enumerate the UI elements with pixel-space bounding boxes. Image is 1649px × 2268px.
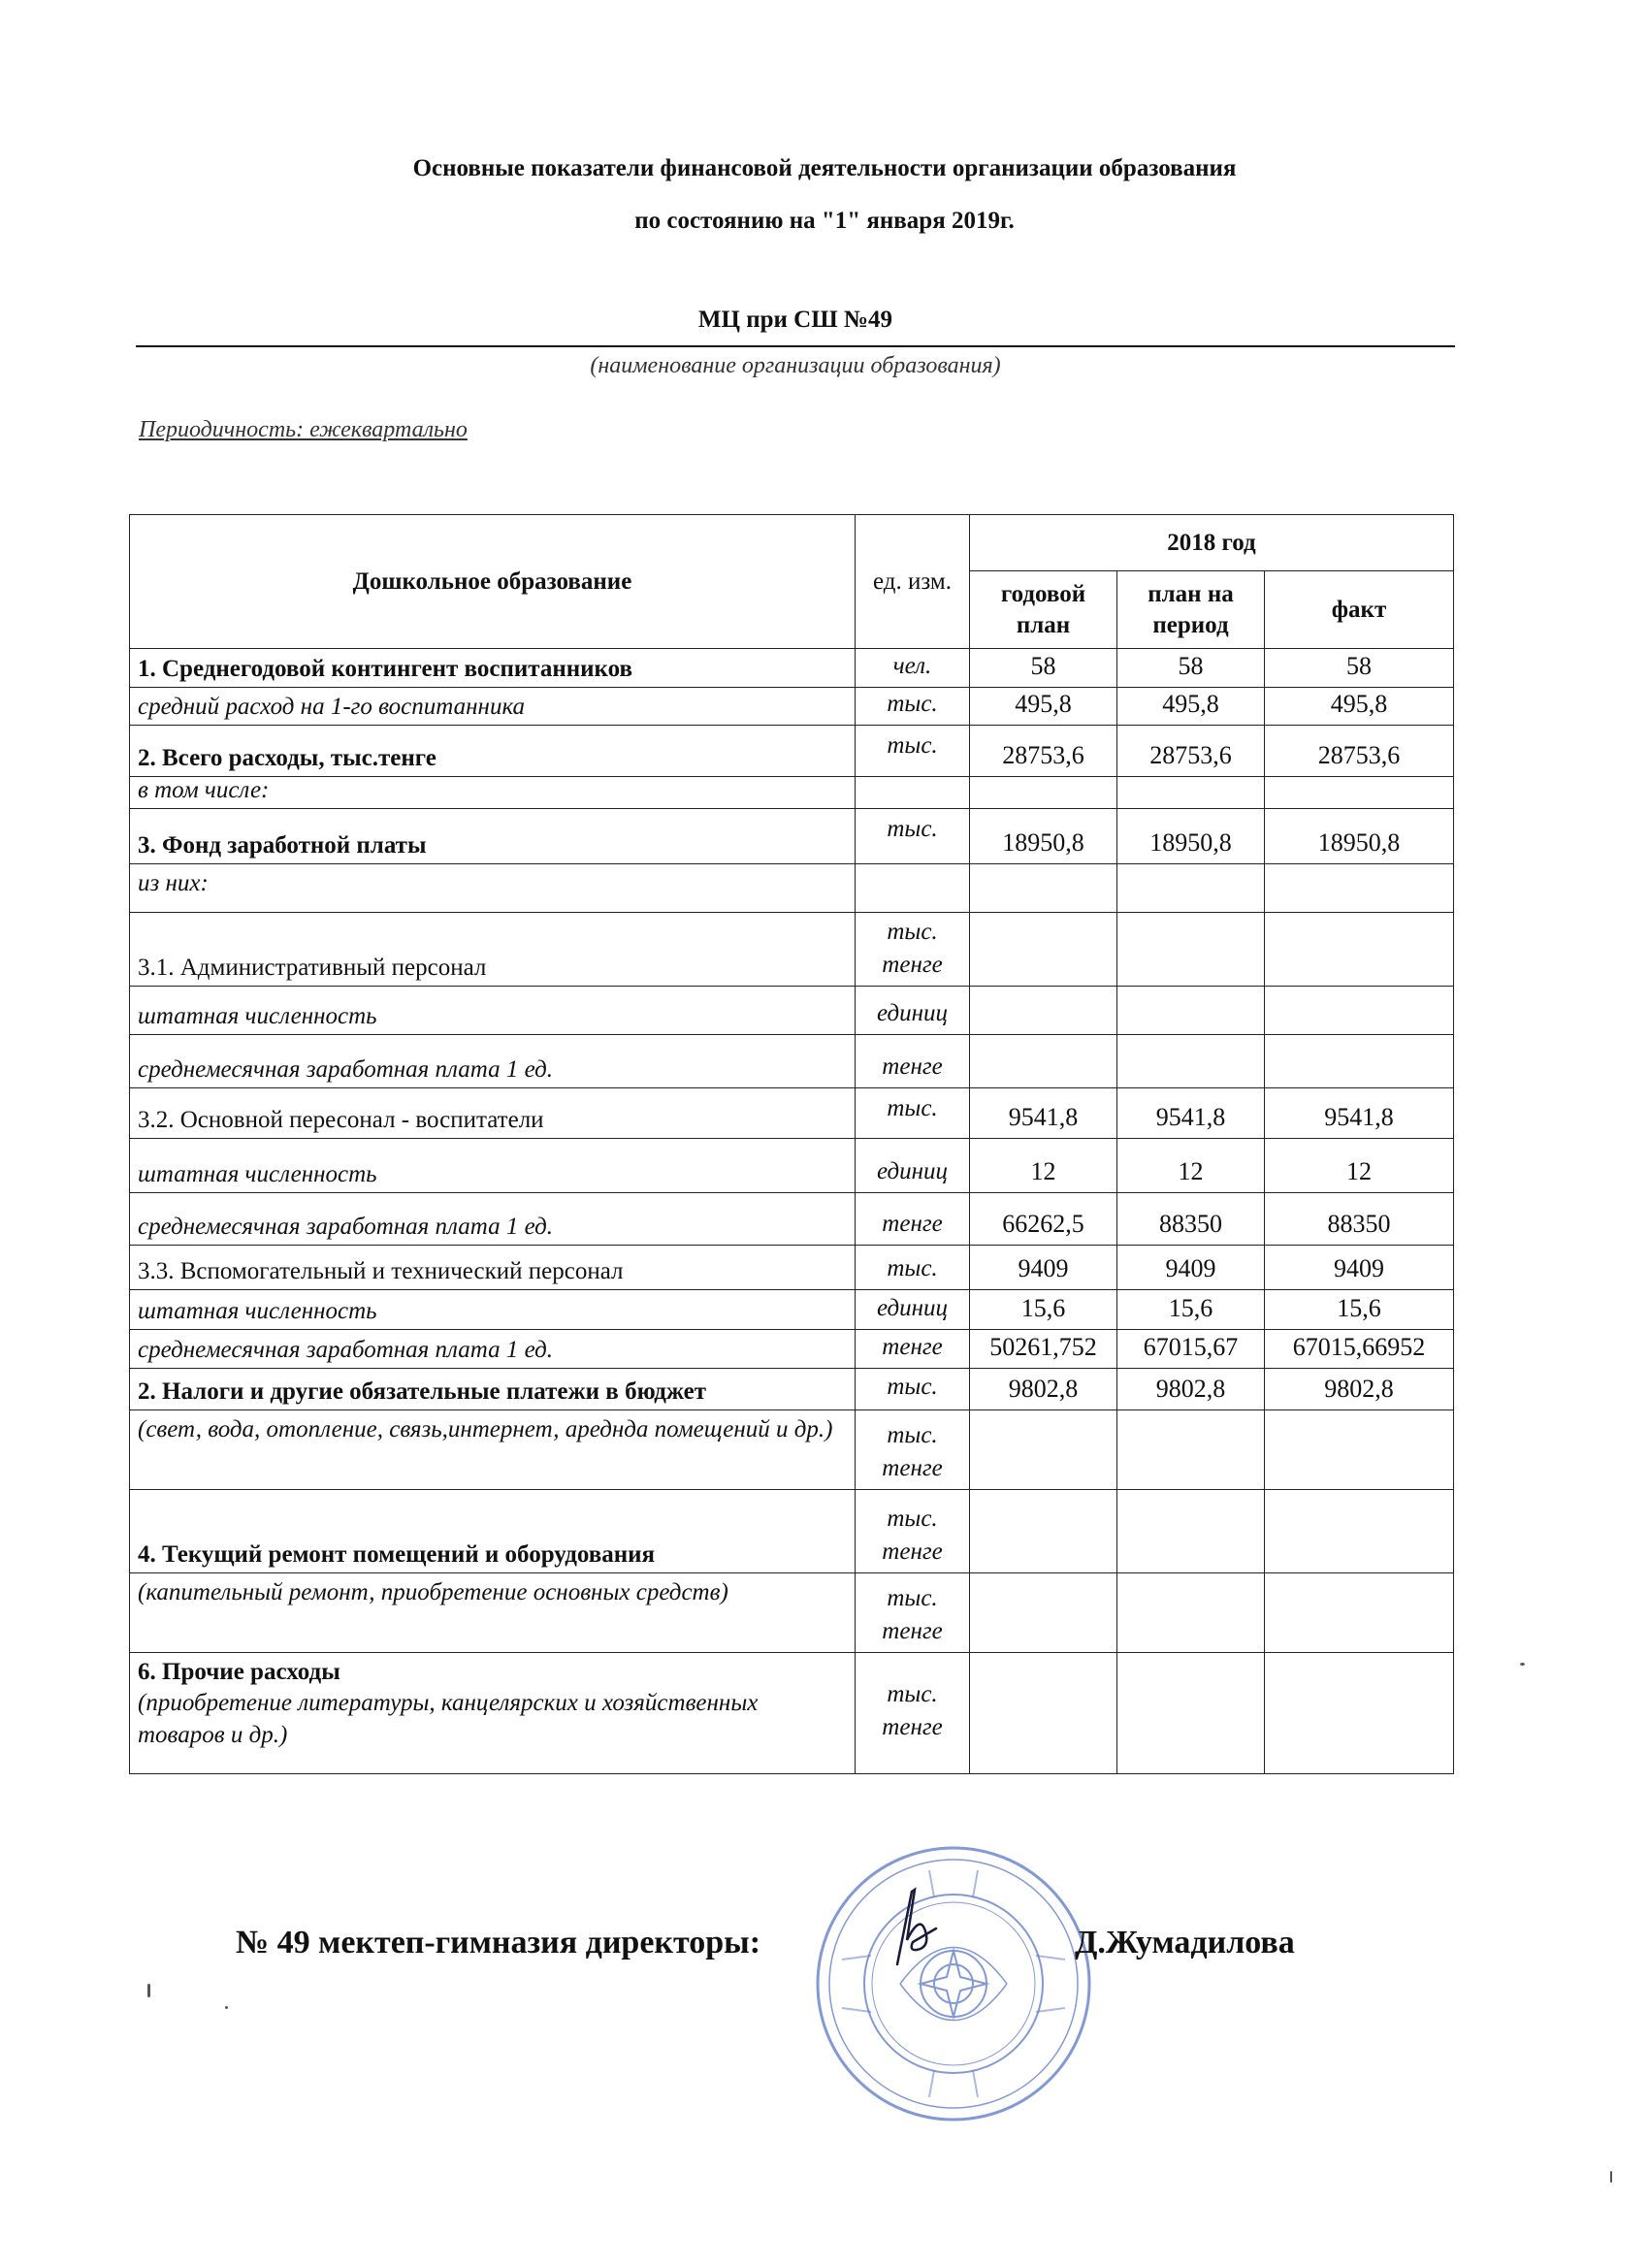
row-unit: тыс. тенге — [856, 1652, 970, 1773]
row-label: 6. Прочие расходы — [138, 1658, 340, 1685]
table-row — [130, 1572, 1454, 1652]
row-annual — [970, 912, 1117, 986]
row-unit: единиц — [856, 986, 970, 1034]
scan-speck — [1610, 2171, 1612, 2183]
row-period — [1117, 1409, 1265, 1489]
financial-table — [129, 514, 1454, 1774]
row-label: в том числе: — [130, 776, 856, 808]
row-unit: единиц — [856, 1289, 970, 1329]
row-label: 2. Налоги и другие обязательные платежи в бюджет — [130, 1368, 856, 1409]
row-fact: 88350 — [1265, 1192, 1454, 1245]
organization-name: МЦ при СШ №49 — [697, 307, 893, 333]
row-period — [1117, 1489, 1265, 1572]
row-annual — [970, 1652, 1117, 1773]
row-annual: 9802,8 — [970, 1368, 1117, 1409]
row-unit: тыс. — [856, 725, 970, 776]
row-unit: тыс. — [856, 1245, 970, 1289]
row-sublabel: (приобретение литературы, канцелярских и хозяйственных товаров и др.) — [138, 1690, 759, 1748]
row-unit: тенге — [856, 1329, 970, 1368]
row-label: из них: — [130, 863, 856, 912]
row-period — [1117, 1572, 1265, 1652]
row-period — [1117, 986, 1265, 1034]
table-row — [130, 808, 1454, 863]
row-fact — [1265, 912, 1454, 986]
row-annual — [970, 1572, 1117, 1652]
row-annual: 58 — [970, 649, 1117, 688]
row-unit: тыс. — [856, 1368, 970, 1409]
row-unit: тыс. тенге — [856, 912, 970, 986]
row-annual — [970, 1034, 1117, 1087]
table-row — [130, 1245, 1454, 1289]
row-label: среднемесячная заработная плата 1 ед. — [130, 1329, 856, 1368]
table-row — [130, 912, 1454, 986]
row-period: 9541,8 — [1117, 1087, 1265, 1138]
row-annual: 9409 — [970, 1245, 1117, 1289]
row-fact: 9802,8 — [1265, 1368, 1454, 1409]
row-annual: 18950,8 — [970, 808, 1117, 863]
row-period — [1117, 912, 1265, 986]
row-unit: тыс. — [856, 808, 970, 863]
row-fact: 495,8 — [1265, 688, 1454, 726]
row-annual: 50261,752 — [970, 1329, 1117, 1368]
row-annual: 495,8 — [970, 688, 1117, 726]
row-period: 28753,6 — [1117, 725, 1265, 776]
table-row — [130, 986, 1454, 1034]
row-annual: 28753,6 — [970, 725, 1117, 776]
row-annual — [970, 863, 1117, 912]
row-period: 15,6 — [1117, 1289, 1265, 1329]
signer-name: Д.Жумадилова — [1075, 1925, 1295, 1960]
table-row — [130, 1409, 1454, 1489]
row-unit: тыс. — [856, 688, 970, 726]
row-unit: единиц — [856, 1138, 970, 1192]
organization-caption: (наименование организации образования) — [590, 353, 1001, 378]
scan-speck — [225, 2006, 228, 2009]
row-period: 9409 — [1117, 1245, 1265, 1289]
row-fact: 15,6 — [1265, 1289, 1454, 1329]
row-annual: 66262,5 — [970, 1192, 1117, 1245]
row-label: 3.2. Основной пересонал - воспитатели — [130, 1087, 856, 1138]
row-label: 3. Фонд заработной платы — [130, 808, 856, 863]
table-row — [130, 1087, 1454, 1138]
row-period — [1117, 863, 1265, 912]
row-label: средний расход на 1-го воспитанника — [130, 688, 856, 726]
row-label: 3.3. Вспомогательный и технический персонал — [130, 1245, 856, 1289]
row-fact — [1265, 1572, 1454, 1652]
table-row — [130, 725, 1454, 776]
row-label: 3.1. Административный персонал — [130, 912, 856, 986]
row-fact: 28753,6 — [1265, 725, 1454, 776]
table-row — [130, 649, 1454, 688]
row-label-cell — [130, 1652, 856, 1773]
row-period — [1117, 1034, 1265, 1087]
table-row — [130, 1289, 1454, 1329]
row-fact: 67015,66952 — [1265, 1329, 1454, 1368]
row-fact — [1265, 863, 1454, 912]
row-label: (капительный ремонт, приобретение основных средств) — [130, 1572, 856, 1652]
row-fact: 58 — [1265, 649, 1454, 688]
table-row — [130, 1652, 1454, 1773]
document-title: Основные показатели финансовой деятельности организации образования — [412, 155, 1237, 181]
row-fact — [1265, 1034, 1454, 1087]
header-name: Дошкольное образование — [130, 515, 856, 649]
row-period: 67015,67 — [1117, 1329, 1265, 1368]
table-row — [130, 688, 1454, 726]
header-unit: ед. изм. — [856, 515, 970, 649]
table-row — [130, 1138, 1454, 1192]
row-label: среднемесячная заработная плата 1 ед. — [130, 1034, 856, 1087]
signer-title: № 49 мектеп-гимназия директоры: — [236, 1925, 761, 1960]
row-label: штатная численность — [130, 1138, 856, 1192]
row-label: 2. Всего расходы, тыс.тенге — [130, 725, 856, 776]
header-period-plan: план на период — [1117, 571, 1265, 649]
row-annual — [970, 1489, 1117, 1572]
row-unit: тенге — [856, 1192, 970, 1245]
row-period — [1117, 1652, 1265, 1773]
row-fact — [1265, 986, 1454, 1034]
row-label: среднемесячная заработная плата 1 ед. — [130, 1192, 856, 1245]
row-unit — [856, 776, 970, 808]
row-label: штатная численность — [130, 986, 856, 1034]
row-unit: тыс. тенге — [856, 1489, 970, 1572]
row-annual — [970, 986, 1117, 1034]
table-row — [130, 1329, 1454, 1368]
table-row — [130, 776, 1454, 808]
row-unit: тыс. тенге — [856, 1572, 970, 1652]
row-period: 12 — [1117, 1138, 1265, 1192]
row-unit: тыс. тенге — [856, 1409, 970, 1489]
row-fact — [1265, 1652, 1454, 1773]
row-annual: 12 — [970, 1138, 1117, 1192]
table-row — [130, 1368, 1454, 1409]
header-fact: факт — [1265, 571, 1454, 649]
row-period: 58 — [1117, 649, 1265, 688]
row-period: 9802,8 — [1117, 1368, 1265, 1409]
row-label: 4. Текущий ремонт помещений и оборудования — [130, 1489, 856, 1572]
row-annual — [970, 1409, 1117, 1489]
row-period: 88350 — [1117, 1192, 1265, 1245]
row-label: (свет, вода, отопление, связь,интернет, ареднда помещений и др.) — [130, 1409, 856, 1489]
row-unit — [856, 863, 970, 912]
header-year: 2018 год — [970, 515, 1454, 571]
row-annual: 9541,8 — [970, 1087, 1117, 1138]
header-annual-plan: годовой план — [970, 571, 1117, 649]
table-row — [130, 1192, 1454, 1245]
row-fact: 9541,8 — [1265, 1087, 1454, 1138]
scan-speck — [147, 1984, 150, 1997]
row-unit: тенге — [856, 1034, 970, 1087]
row-fact: 12 — [1265, 1138, 1454, 1192]
periodicity: Периодичность: ежеквартально — [139, 417, 468, 442]
row-fact — [1265, 1409, 1454, 1489]
row-fact: 9409 — [1265, 1245, 1454, 1289]
signature — [868, 1882, 955, 1969]
document-date: по состоянию на "1" января 2019г. — [634, 208, 1015, 234]
row-period — [1117, 776, 1265, 808]
table-row — [130, 1034, 1454, 1087]
row-unit: тыс. — [856, 1087, 970, 1138]
row-fact — [1265, 1489, 1454, 1572]
row-annual — [970, 776, 1117, 808]
row-annual: 15,6 — [970, 1289, 1117, 1329]
row-period: 495,8 — [1117, 688, 1265, 726]
row-fact — [1265, 776, 1454, 808]
row-fact: 18950,8 — [1265, 808, 1454, 863]
row-label: штатная численность — [130, 1289, 856, 1329]
scan-speck — [1520, 1663, 1525, 1666]
table-row — [130, 863, 1454, 912]
row-period: 18950,8 — [1117, 808, 1265, 863]
table-row — [130, 1489, 1454, 1572]
row-unit: чел. — [856, 649, 970, 688]
row-label: 1. Среднегодовой контингент воспитанников — [130, 649, 856, 688]
organization-underline — [136, 345, 1455, 347]
